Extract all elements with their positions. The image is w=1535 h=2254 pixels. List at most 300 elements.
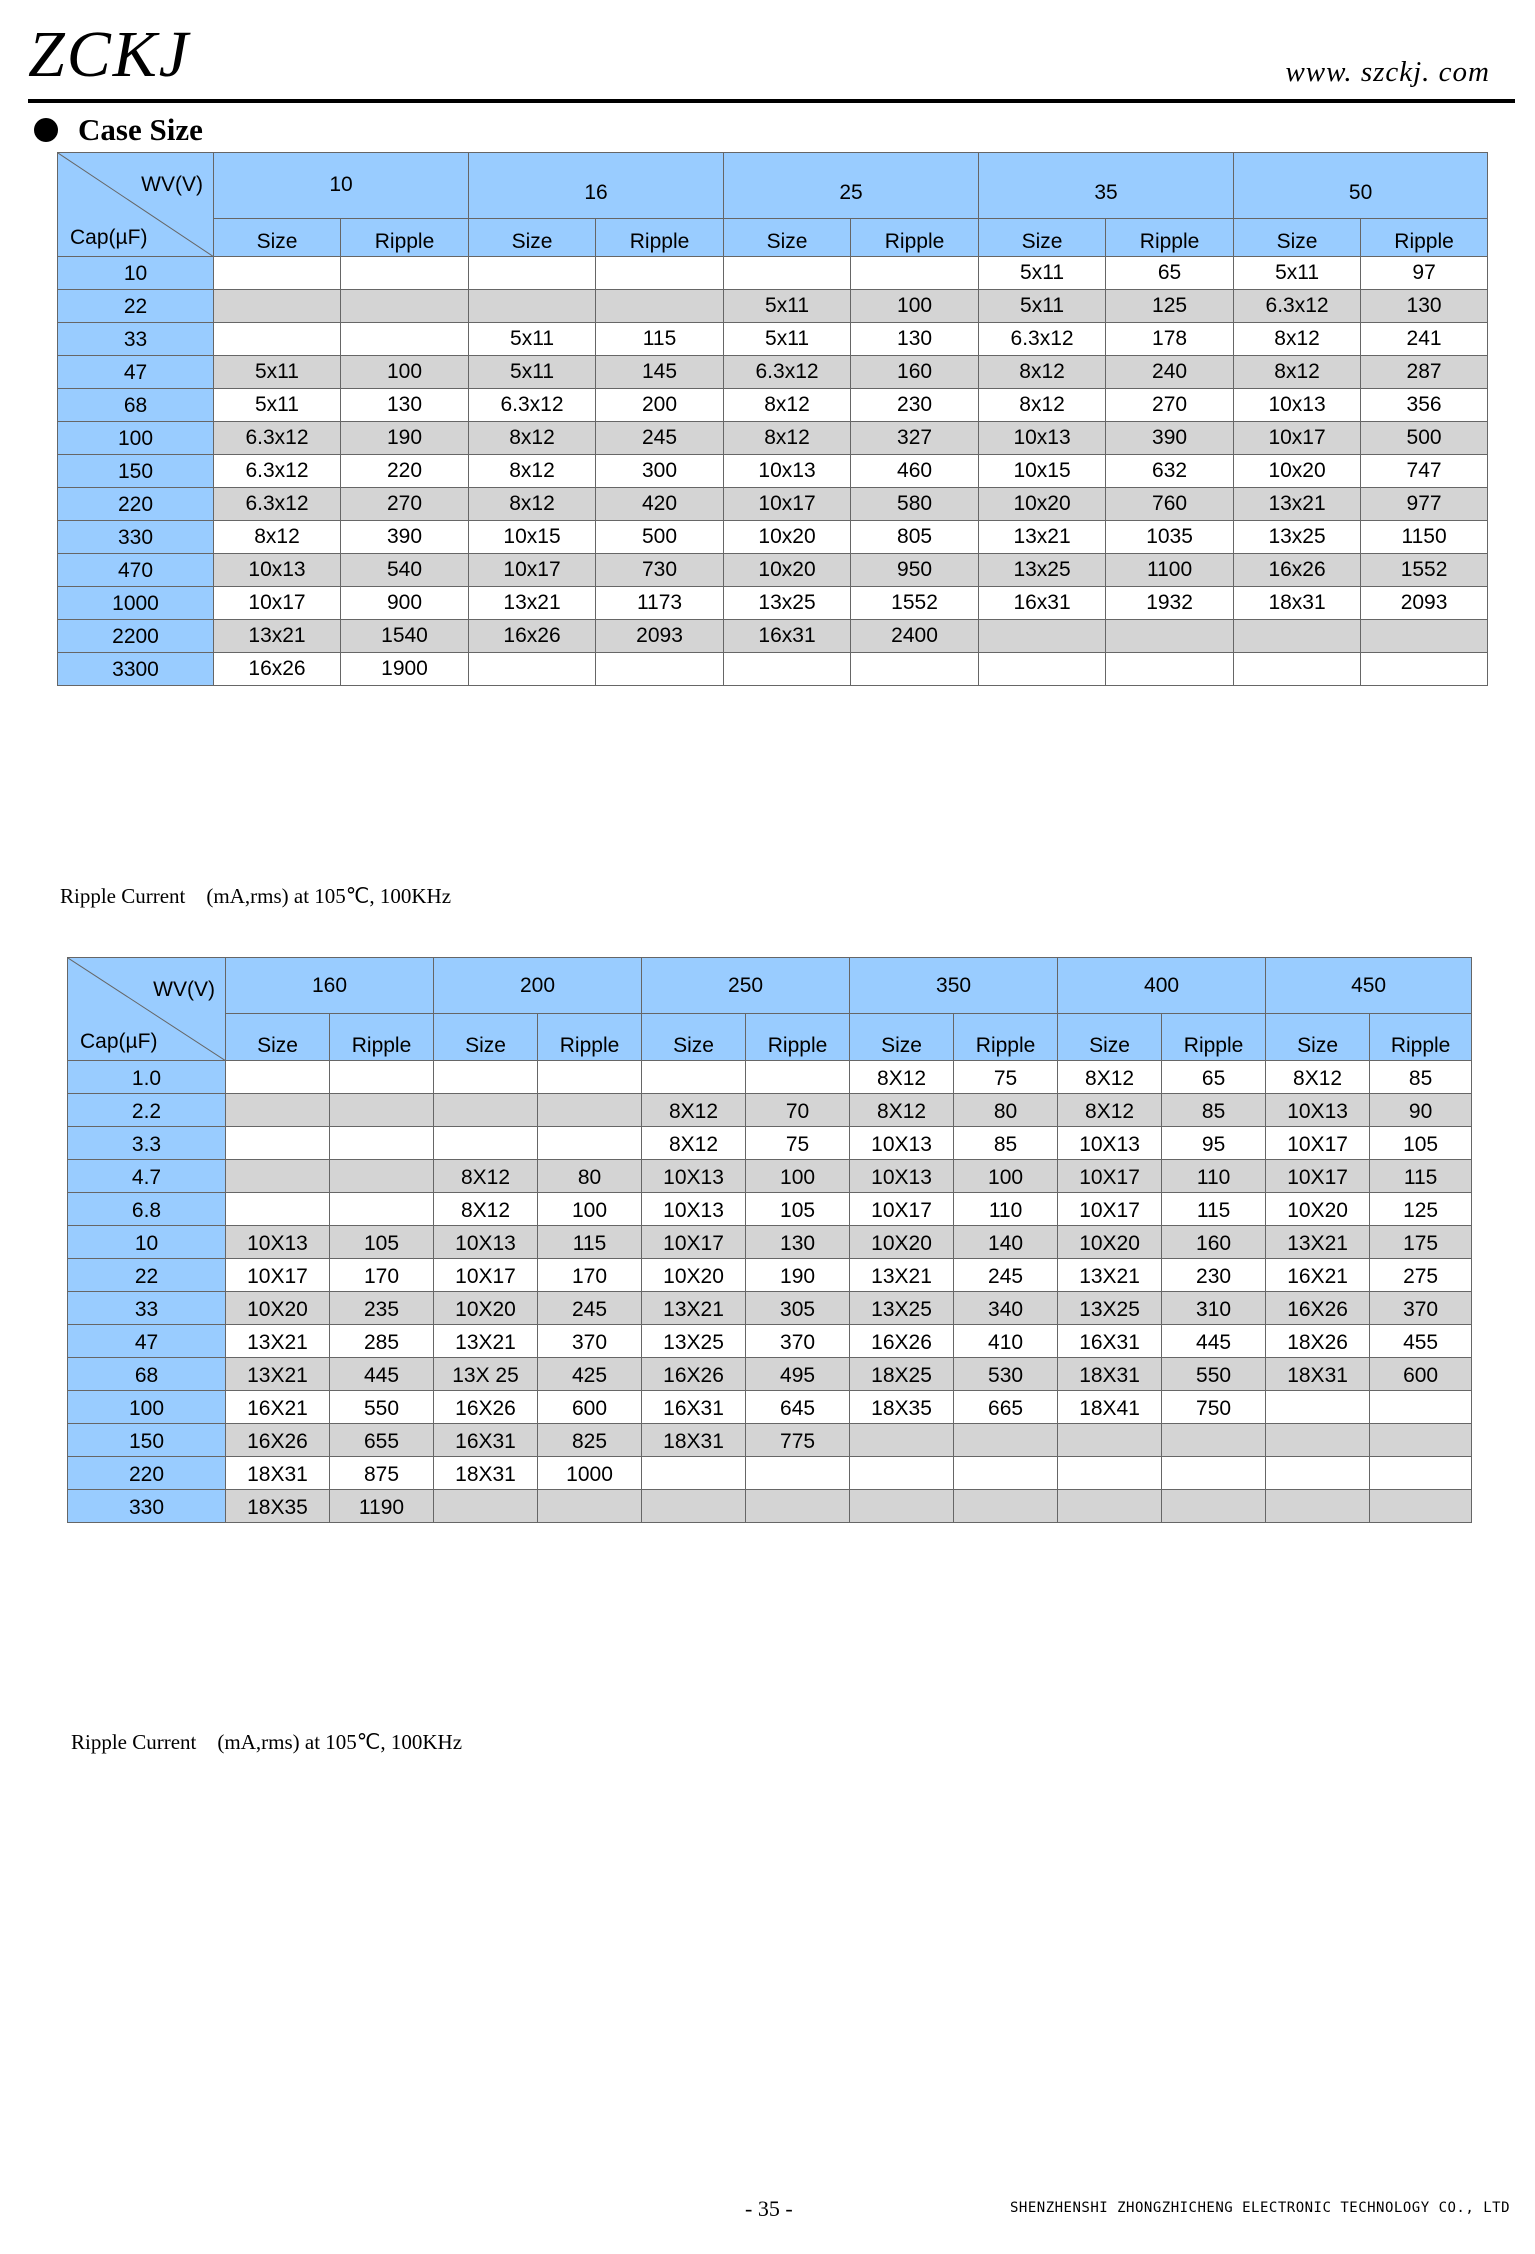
table-row	[58, 290, 1488, 323]
size-cell: 16X26	[434, 1391, 538, 1424]
ripple-cell: 100	[538, 1193, 642, 1226]
ripple-cell	[596, 290, 724, 323]
size-cell: 10X17	[1266, 1127, 1370, 1160]
ripple-cell	[538, 1490, 642, 1523]
wv-label: WV(V)	[141, 173, 203, 196]
size-cell: 5x11	[979, 257, 1106, 290]
capacitance-cell: 10	[58, 257, 214, 290]
size-cell	[226, 1094, 330, 1127]
size-cell: 18X31	[226, 1457, 330, 1490]
ripple-cell: 245	[538, 1292, 642, 1325]
table-row	[58, 521, 1488, 554]
ripple-cell: 170	[330, 1259, 434, 1292]
size-cell: 8x12	[724, 389, 851, 422]
voltage-header: 10	[214, 153, 469, 219]
size-cell: 10X20	[434, 1292, 538, 1325]
size-cell: 5x11	[1234, 257, 1361, 290]
ripple-cell: 875	[330, 1457, 434, 1490]
capacitance-cell: 330	[68, 1490, 226, 1523]
ripple-cell: 2400	[851, 620, 979, 653]
ripple-cell: 70	[746, 1094, 850, 1127]
ripple-cell: 1190	[330, 1490, 434, 1523]
size-cell	[226, 1160, 330, 1193]
ripple-cell	[538, 1127, 642, 1160]
ripple-cell: 110	[954, 1193, 1058, 1226]
size-cell: 8x12	[214, 521, 341, 554]
ripple-col-header: Ripple	[1361, 219, 1488, 257]
wv-label: WV(V)	[153, 978, 215, 1001]
ripple-cell: 305	[746, 1292, 850, 1325]
size-cell: 10x20	[724, 521, 851, 554]
ripple-cell: 445	[1162, 1325, 1266, 1358]
table-row	[68, 1226, 1472, 1259]
size-cell: 6.3x12	[979, 323, 1106, 356]
ripple-cell: 600	[538, 1391, 642, 1424]
ripple-col-header: Ripple	[341, 219, 469, 257]
size-cell: 10x13	[724, 455, 851, 488]
size-cell: 5x11	[214, 356, 341, 389]
size-cell: 8x12	[469, 455, 596, 488]
size-cell: 13x21	[1234, 488, 1361, 521]
size-cell: 10x20	[724, 554, 851, 587]
bullet-icon	[34, 118, 58, 142]
ripple-cell: 645	[746, 1391, 850, 1424]
capacitance-cell: 3300	[58, 653, 214, 686]
ripple-cell: 170	[538, 1259, 642, 1292]
ripple-cell	[1162, 1424, 1266, 1457]
size-cell	[979, 653, 1106, 686]
ripple-cell: 1552	[1361, 554, 1488, 587]
ripple-cell: 495	[746, 1358, 850, 1391]
size-cell	[1234, 620, 1361, 653]
size-cell: 6.3x12	[214, 422, 341, 455]
size-cell: 13X25	[850, 1292, 954, 1325]
size-cell: 16x26	[214, 653, 341, 686]
size-cell: 8x12	[1234, 323, 1361, 356]
ripple-cell	[1162, 1490, 1266, 1523]
ripple-cell: 125	[1106, 290, 1234, 323]
table-row	[68, 1193, 1472, 1226]
size-cell: 8x12	[469, 488, 596, 521]
ripple-cell	[1162, 1457, 1266, 1490]
size-cell: 10X13	[434, 1226, 538, 1259]
ripple-cell: 175	[1370, 1226, 1472, 1259]
size-cell	[434, 1490, 538, 1523]
ripple-col-header: Ripple	[596, 219, 724, 257]
ripple-col-header: Ripple	[746, 1014, 850, 1061]
table-row	[58, 587, 1488, 620]
ripple-col-header: Ripple	[851, 219, 979, 257]
size-cell: 10X20	[226, 1292, 330, 1325]
ripple-cell: 1000	[538, 1457, 642, 1490]
cap-label: Cap(µF)	[70, 226, 148, 249]
size-cell	[1266, 1457, 1370, 1490]
ripple-cell: 140	[954, 1226, 1058, 1259]
table-row	[68, 1292, 1472, 1325]
size-cell: 18X35	[850, 1391, 954, 1424]
size-cell	[434, 1127, 538, 1160]
ripple-cell: 287	[1361, 356, 1488, 389]
table-row	[68, 1457, 1472, 1490]
ripple-cell: 97	[1361, 257, 1488, 290]
size-cell: 16x26	[1234, 554, 1361, 587]
ripple-cell	[341, 323, 469, 356]
ripple-cell	[596, 257, 724, 290]
size-cell: 10X13	[642, 1193, 746, 1226]
size-cell: 10x15	[469, 521, 596, 554]
ripple-cell: 245	[954, 1259, 1058, 1292]
section-heading	[34, 112, 203, 148]
size-cell: 16X26	[642, 1358, 746, 1391]
ripple-cell: 145	[596, 356, 724, 389]
size-cell	[979, 620, 1106, 653]
ripple-cell	[330, 1193, 434, 1226]
capacitance-cell: 100	[58, 422, 214, 455]
table-row	[58, 257, 1488, 290]
size-cell: 10X13	[226, 1226, 330, 1259]
size-cell: 8X12	[434, 1193, 538, 1226]
size-cell: 6.3x12	[214, 488, 341, 521]
ripple-cell: 105	[330, 1226, 434, 1259]
size-cell: 18X31	[642, 1424, 746, 1457]
size-cell: 13x25	[1234, 521, 1361, 554]
ripple-cell	[1370, 1391, 1472, 1424]
table-row	[68, 1127, 1472, 1160]
size-cell: 13X25	[1058, 1292, 1162, 1325]
capacitance-cell: 100	[68, 1391, 226, 1424]
size-cell	[226, 1193, 330, 1226]
company-name: SHENZHENSHI ZHONGZHICHENG ELECTRONIC TECHNOLOGY CO., LTD	[1009, 2200, 1510, 2216]
size-cell	[1058, 1457, 1162, 1490]
ripple-cell	[341, 290, 469, 323]
size-cell	[1266, 1424, 1370, 1457]
size-cell	[642, 1457, 746, 1490]
ripple-cell	[1361, 653, 1488, 686]
capacitance-cell: 47	[68, 1325, 226, 1358]
capacitance-cell: 470	[58, 554, 214, 587]
ripple-cell: 750	[1162, 1391, 1266, 1424]
voltage-header: 25	[724, 153, 979, 219]
ripple-cell: 530	[954, 1358, 1058, 1391]
ripple-cell	[851, 653, 979, 686]
ripple-cell: 130	[851, 323, 979, 356]
size-cell: 5x11	[214, 389, 341, 422]
ripple-cell: 125	[1370, 1193, 1472, 1226]
ripple-cell: 2093	[596, 620, 724, 653]
size-cell: 10X13	[1058, 1127, 1162, 1160]
table-row	[68, 1358, 1472, 1391]
ripple-cell	[538, 1061, 642, 1094]
size-cell: 13X21	[642, 1292, 746, 1325]
size-cell	[642, 1061, 746, 1094]
size-cell: 16X31	[434, 1424, 538, 1457]
ripple-cell: 805	[851, 521, 979, 554]
ripple-cell: 665	[954, 1391, 1058, 1424]
size-cell: 13X21	[850, 1259, 954, 1292]
size-cell: 10x17	[469, 554, 596, 587]
size-cell	[434, 1094, 538, 1127]
ripple-cell: 65	[1162, 1061, 1266, 1094]
size-cell: 8X12	[642, 1094, 746, 1127]
size-cell	[434, 1061, 538, 1094]
ripple-cell: 230	[1162, 1259, 1266, 1292]
ripple-cell: 1100	[1106, 554, 1234, 587]
ripple-cell: 190	[341, 422, 469, 455]
size-cell: 10x17	[724, 488, 851, 521]
size-cell: 13X21	[434, 1325, 538, 1358]
ripple-cell: 160	[851, 356, 979, 389]
table-row	[58, 422, 1488, 455]
ripple-cell	[330, 1160, 434, 1193]
size-cell	[850, 1457, 954, 1490]
ripple-cell: 230	[851, 389, 979, 422]
size-cell: 18X31	[1266, 1358, 1370, 1391]
ripple-cell: 1900	[341, 653, 469, 686]
size-col-header: Size	[724, 219, 851, 257]
ripple-cell: 1150	[1361, 521, 1488, 554]
ripple-cell: 550	[1162, 1358, 1266, 1391]
size-cell: 18X31	[1058, 1358, 1162, 1391]
size-cell: 16X31	[1058, 1325, 1162, 1358]
ripple-cell: 370	[746, 1325, 850, 1358]
ripple-cell: 1035	[1106, 521, 1234, 554]
voltage-header: 400	[1058, 958, 1266, 1014]
size-cell	[1234, 653, 1361, 686]
ripple-cell: 760	[1106, 488, 1234, 521]
size-cell: 10X17	[1058, 1160, 1162, 1193]
size-cell: 5x11	[724, 323, 851, 356]
ripple-cell: 80	[538, 1160, 642, 1193]
ripple-cell	[330, 1127, 434, 1160]
ripple-cell: 1173	[596, 587, 724, 620]
size-cell: 10x20	[979, 488, 1106, 521]
size-cell	[850, 1424, 954, 1457]
ripple-cell: 95	[1162, 1127, 1266, 1160]
size-cell: 8x12	[469, 422, 596, 455]
ripple-cell	[1106, 653, 1234, 686]
ripple-cell: 950	[851, 554, 979, 587]
size-cell: 13X21	[226, 1358, 330, 1391]
size-cell: 16X26	[850, 1325, 954, 1358]
size-cell: 10X20	[1058, 1226, 1162, 1259]
size-cell: 5x11	[979, 290, 1106, 323]
ripple-cell	[954, 1457, 1058, 1490]
ripple-cell: 285	[330, 1325, 434, 1358]
capacitance-cell: 22	[68, 1259, 226, 1292]
size-cell: 6.3x12	[724, 356, 851, 389]
size-col-header: Size	[214, 219, 341, 257]
capacitance-cell: 22	[58, 290, 214, 323]
size-cell: 10x13	[979, 422, 1106, 455]
ripple-cell: 190	[746, 1259, 850, 1292]
capacitance-cell: 6.8	[68, 1193, 226, 1226]
size-cell: 10X17	[434, 1259, 538, 1292]
ripple-cell: 220	[341, 455, 469, 488]
ripple-cell: 550	[330, 1391, 434, 1424]
ripple-cell: 445	[330, 1358, 434, 1391]
ripple-cell: 235	[330, 1292, 434, 1325]
ripple-current-note: Ripple Current (mA,rms) at 105℃, 100KHz	[60, 884, 452, 908]
size-cell: 13x25	[724, 587, 851, 620]
ripple-col-header: Ripple	[1106, 219, 1234, 257]
size-cell	[1058, 1490, 1162, 1523]
ripple-cell: 245	[596, 422, 724, 455]
size-cell: 5x11	[724, 290, 851, 323]
ripple-cell: 241	[1361, 323, 1488, 356]
size-cell: 5x11	[469, 356, 596, 389]
table-row	[68, 1259, 1472, 1292]
ripple-cell: 65	[1106, 257, 1234, 290]
size-cell: 8X12	[1058, 1061, 1162, 1094]
size-cell: 8X12	[850, 1094, 954, 1127]
ripple-cell: 500	[596, 521, 724, 554]
ripple-cell: 460	[851, 455, 979, 488]
size-cell: 10X17	[642, 1226, 746, 1259]
ripple-cell	[538, 1094, 642, 1127]
ripple-cell: 340	[954, 1292, 1058, 1325]
capacitance-cell: 330	[58, 521, 214, 554]
size-cell: 10x13	[1234, 389, 1361, 422]
size-cell: 16X31	[642, 1391, 746, 1424]
ripple-cell: 110	[1162, 1160, 1266, 1193]
ripple-cell: 160	[1162, 1226, 1266, 1259]
size-cell: 6.3x12	[214, 455, 341, 488]
ripple-cell: 730	[596, 554, 724, 587]
capacitance-cell: 68	[58, 389, 214, 422]
voltage-header: 200	[434, 958, 642, 1014]
size-cell: 8X12	[642, 1127, 746, 1160]
size-cell: 10X20	[642, 1259, 746, 1292]
size-cell	[1266, 1490, 1370, 1523]
ripple-cell: 100	[746, 1160, 850, 1193]
ripple-cell	[746, 1490, 850, 1523]
ripple-cell: 655	[330, 1424, 434, 1457]
ripple-cell: 178	[1106, 323, 1234, 356]
table-row	[68, 1424, 1472, 1457]
size-cell: 13X 25	[434, 1358, 538, 1391]
capacitance-cell: 3.3	[68, 1127, 226, 1160]
size-cell	[214, 290, 341, 323]
ripple-cell: 775	[746, 1424, 850, 1457]
size-cell: 16X21	[1266, 1259, 1370, 1292]
capacitance-cell: 1.0	[68, 1061, 226, 1094]
ripple-cell: 130	[1361, 290, 1488, 323]
ripple-cell: 75	[954, 1061, 1058, 1094]
size-cell: 16x26	[469, 620, 596, 653]
size-cell: 13x25	[979, 554, 1106, 587]
capacitance-cell: 220	[58, 488, 214, 521]
ripple-cell: 115	[1162, 1193, 1266, 1226]
ripple-cell: 85	[1370, 1061, 1472, 1094]
size-cell: 16X26	[1266, 1292, 1370, 1325]
size-cell: 18X31	[434, 1457, 538, 1490]
ripple-col-header: Ripple	[954, 1014, 1058, 1061]
table-row	[58, 356, 1488, 389]
ripple-cell: 300	[596, 455, 724, 488]
table-row	[58, 488, 1488, 521]
size-col-header: Size	[469, 219, 596, 257]
size-cell	[1266, 1391, 1370, 1424]
size-cell	[469, 257, 596, 290]
ripple-cell: 105	[746, 1193, 850, 1226]
size-cell	[214, 323, 341, 356]
size-cell: 16X21	[226, 1391, 330, 1424]
table-row	[58, 323, 1488, 356]
voltage-header: 35	[979, 153, 1234, 219]
ripple-cell: 75	[746, 1127, 850, 1160]
website-url: www. szckj. com	[1285, 56, 1490, 88]
size-cell: 8X12	[434, 1160, 538, 1193]
size-cell: 13x21	[214, 620, 341, 653]
size-col-header: Size	[226, 1014, 330, 1061]
size-cell	[469, 290, 596, 323]
capacitance-cell: 47	[58, 356, 214, 389]
size-col-header: Size	[1234, 219, 1361, 257]
ripple-cell	[596, 653, 724, 686]
size-cell: 6.3x12	[1234, 290, 1361, 323]
ripple-cell: 115	[596, 323, 724, 356]
ripple-cell	[1370, 1457, 1472, 1490]
size-cell	[214, 257, 341, 290]
size-cell: 8x12	[724, 422, 851, 455]
size-cell: 16X26	[226, 1424, 330, 1457]
ripple-cell: 425	[538, 1358, 642, 1391]
ripple-cell: 100	[851, 290, 979, 323]
ripple-cell: 600	[1370, 1358, 1472, 1391]
ripple-cell: 977	[1361, 488, 1488, 521]
size-cell	[469, 653, 596, 686]
company-logo: ZCKJ	[28, 18, 191, 91]
size-cell: 10X13	[850, 1160, 954, 1193]
ripple-cell: 270	[1106, 389, 1234, 422]
ripple-cell	[330, 1061, 434, 1094]
ripple-cell: 410	[954, 1325, 1058, 1358]
table-row	[58, 554, 1488, 587]
ripple-cell: 310	[1162, 1292, 1266, 1325]
ripple-cell: 200	[596, 389, 724, 422]
size-col-header: Size	[642, 1014, 746, 1061]
capacitance-cell: 1000	[58, 587, 214, 620]
size-cell: 10X20	[850, 1226, 954, 1259]
size-cell: 18x31	[1234, 587, 1361, 620]
size-cell: 18X35	[226, 1490, 330, 1523]
size-cell: 10X17	[850, 1193, 954, 1226]
ripple-cell	[1361, 620, 1488, 653]
capacitance-cell: 220	[68, 1457, 226, 1490]
table-row	[58, 455, 1488, 488]
ripple-col-header: Ripple	[330, 1014, 434, 1061]
size-cell: 10x17	[214, 587, 341, 620]
capacitance-cell: 2.2	[68, 1094, 226, 1127]
ripple-cell: 356	[1361, 389, 1488, 422]
size-cell	[724, 257, 851, 290]
size-cell: 13X21	[226, 1325, 330, 1358]
ripple-cell	[746, 1457, 850, 1490]
header-corner	[68, 958, 226, 1061]
ripple-current-note: Ripple Current (mA,rms) at 105℃, 100KHz	[71, 1730, 463, 1754]
ripple-cell: 115	[1370, 1160, 1472, 1193]
ripple-cell	[1106, 620, 1234, 653]
ripple-cell: 390	[341, 521, 469, 554]
size-cell: 8X12	[850, 1061, 954, 1094]
size-cell: 10X20	[1266, 1193, 1370, 1226]
ripple-col-header: Ripple	[1370, 1014, 1472, 1061]
ripple-cell: 1552	[851, 587, 979, 620]
size-col-header: Size	[850, 1014, 954, 1061]
capacitance-cell: 150	[68, 1424, 226, 1457]
ripple-cell: 540	[341, 554, 469, 587]
ripple-cell	[851, 257, 979, 290]
